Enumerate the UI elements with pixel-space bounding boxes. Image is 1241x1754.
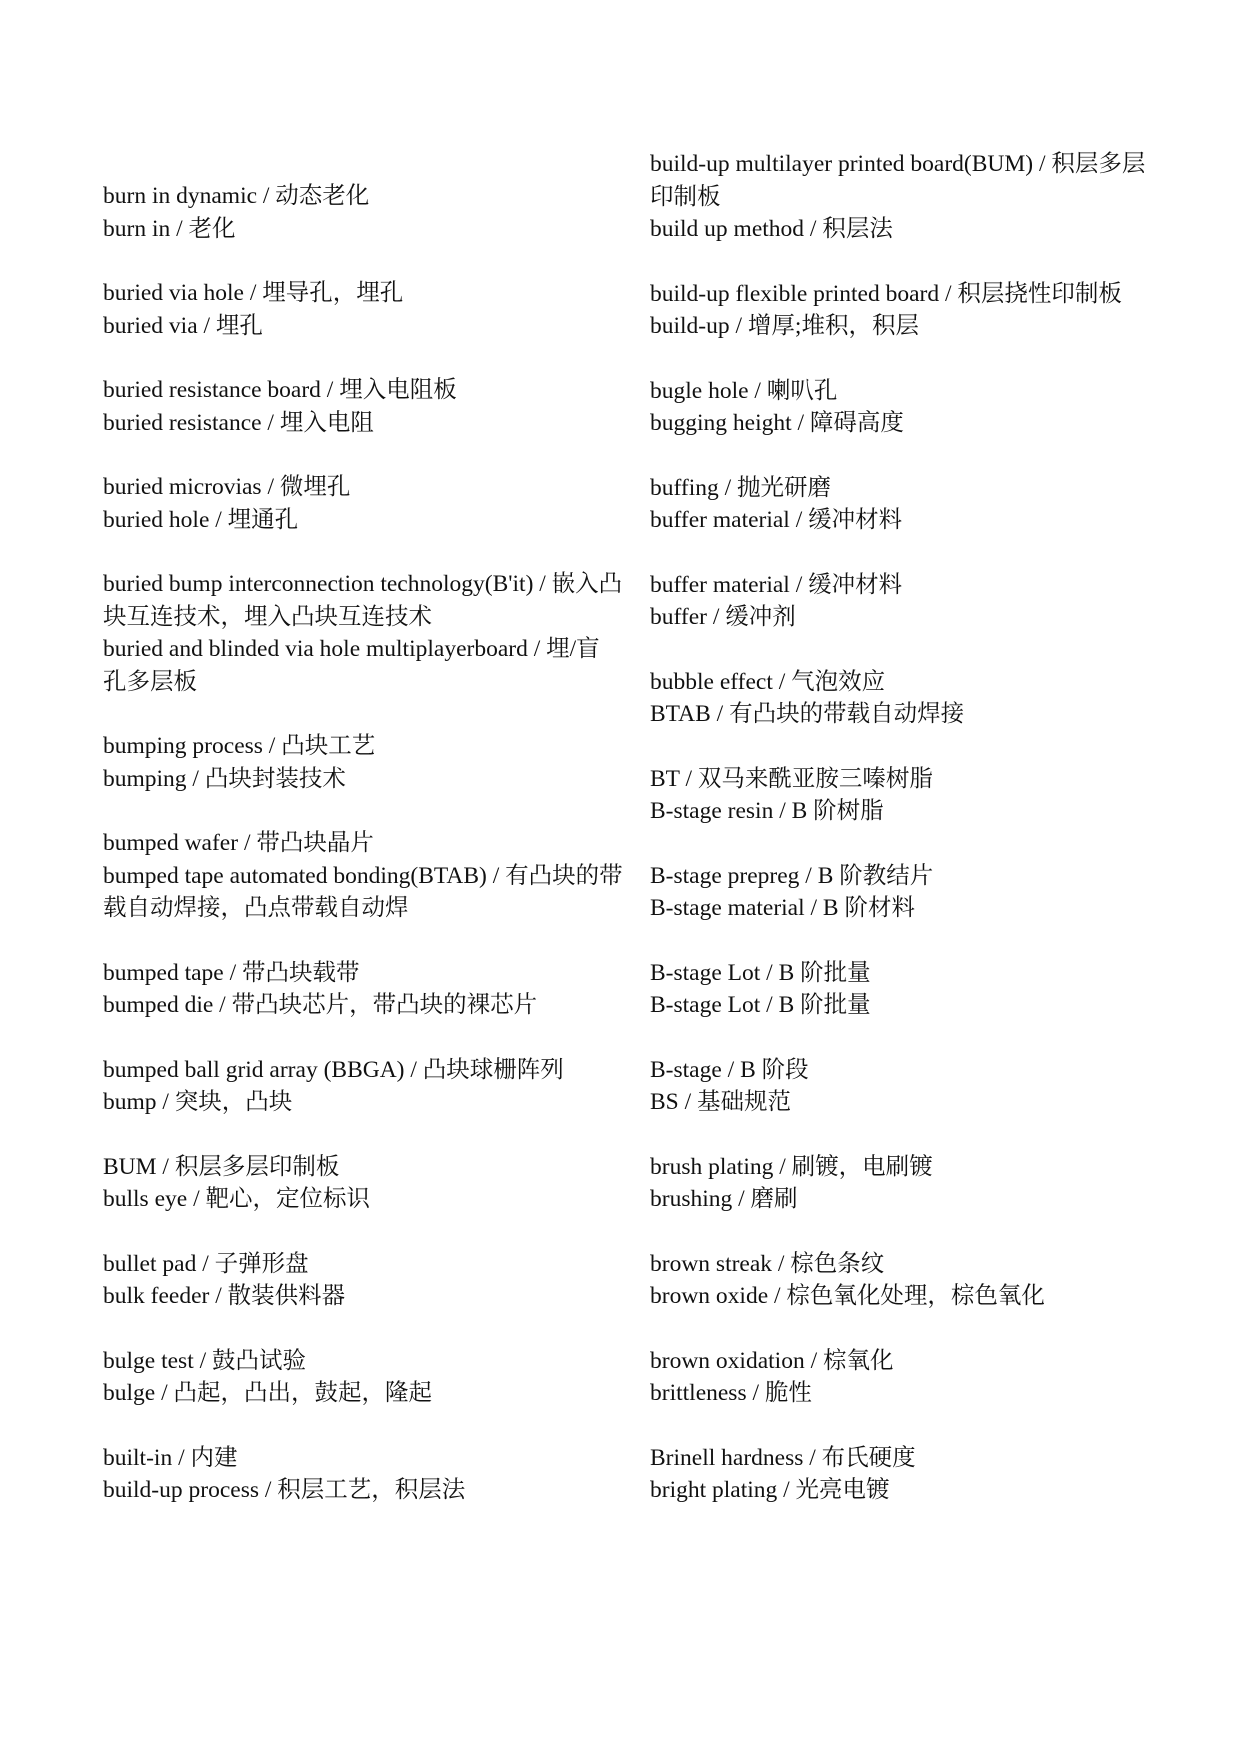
glossary-entry: buffer / 缓冲剂 (650, 604, 796, 630)
glossary-entry: build-up multilayer printed board(BUM) / 积层多层印制板 (650, 151, 1146, 210)
glossary-group (103, 471, 623, 536)
glossary-entry: bubble effect / 气泡效应 (650, 668, 886, 695)
glossary-group (650, 860, 1165, 925)
glossary-entry: built-in / 内建 (103, 1444, 238, 1471)
glossary-entry: bumping process / 凸块工艺 (103, 733, 376, 759)
glossary-entry: bumped wafer / 带凸块晶片 (103, 830, 374, 856)
glossary-entry: bumped tape / 带凸块载带 (103, 959, 360, 986)
glossary-group (103, 374, 623, 439)
glossary-entry: buffer material / 缓冲材料 (650, 507, 903, 533)
glossary-group (650, 375, 1165, 440)
glossary-entry: bump / 突块，凸块 (103, 1089, 293, 1115)
glossary-entry: buffer material / 缓冲材料 (650, 571, 903, 598)
glossary-entry: brown oxide / 棕色氧化处理，棕色氧化 (650, 1283, 1045, 1309)
glossary-entry: bumped ball grid array (BBGA) / 凸块球栅阵列 (103, 1056, 564, 1083)
glossary-entry: buffing / 抛光研磨 (650, 474, 832, 501)
glossary-entry: build up method / 积层法 (650, 216, 893, 242)
glossary-entry: buried bump interconnection technology(B'it) / 嵌入凸块互连技术，埋入凸块互连技术 (103, 571, 623, 630)
glossary-group (103, 180, 623, 245)
glossary-entry: bugle hole / 喇叭孔 (650, 377, 838, 404)
glossary-group (103, 827, 623, 925)
glossary-entry: Brinell hardness / 布氏硬度 (650, 1444, 916, 1471)
glossary-entry: B-stage resin / B 阶树脂 (650, 798, 884, 824)
glossary-group (650, 1442, 1165, 1507)
glossary-entry: buried and blinded via hole multiplayerboard / 埋/盲孔多层板 (103, 636, 600, 695)
glossary-group (650, 472, 1165, 537)
glossary-entry: buried hole / 埋通孔 (103, 506, 299, 533)
glossary-group (650, 148, 1165, 246)
glossary-group (103, 1248, 623, 1313)
glossary-entry: burn in dynamic / 动态老化 (103, 183, 370, 209)
glossary-group (103, 1442, 623, 1507)
glossary-entry: bulge test / 鼓凸试验 (103, 1347, 306, 1374)
glossary-entry: brittleness / 脆性 (650, 1380, 812, 1406)
glossary-group (103, 277, 623, 342)
glossary-entry: build-up / 增厚;堆积，积层 (650, 313, 919, 339)
glossary-group (650, 1248, 1165, 1313)
glossary-entry: B-stage / B 阶段 (650, 1056, 809, 1083)
glossary-entry: brushing / 磨刷 (650, 1186, 798, 1212)
glossary-entry: B-stage Lot / B 阶批量 (650, 959, 871, 986)
glossary-group (650, 569, 1165, 634)
glossary-entry: bumped die / 带凸块芯片，带凸块的裸芯片 (103, 992, 538, 1018)
glossary-entry: build-up flexible printed board / 积层挠性印制板 (650, 280, 1122, 307)
glossary-entry: BTAB / 有凸块的带载自动焊接 (650, 701, 965, 727)
glossary-entry: BT / 双马来酰亚胺三嗪树脂 (650, 765, 933, 792)
glossary-group (103, 568, 623, 698)
glossary-entry: bugging height / 障碍高度 (650, 410, 904, 436)
glossary-entry: brown oxidation / 棕氧化 (650, 1347, 894, 1374)
glossary-entry: bright plating / 光亮电镀 (650, 1477, 890, 1503)
glossary-entry: bulls eye / 靶心，定位标识 (103, 1186, 370, 1212)
glossary-entry: B-stage prepreg / B 阶教结片 (650, 862, 934, 889)
glossary-group (103, 730, 623, 795)
glossary-group (650, 763, 1165, 828)
glossary-group (650, 666, 1165, 731)
glossary-entry: bumped tape automated bonding(BTAB) / 有凸块的带载自动焊接，凸点带载自动焊 (103, 862, 623, 921)
glossary-group (650, 1151, 1165, 1216)
glossary-entry: brown streak / 棕色条纹 (650, 1250, 885, 1277)
glossary-entry: build-up process / 积层工艺，积层法 (103, 1477, 466, 1503)
glossary-entry: bulge / 凸起，凸出，鼓起，隆起 (103, 1380, 432, 1406)
glossary-group (650, 957, 1165, 1022)
right-column (650, 148, 1165, 1539)
glossary-group (103, 1054, 623, 1119)
glossary-entry: bumping / 凸块封装技术 (103, 765, 346, 792)
glossary-entry: bullet pad / 子弹形盘 (103, 1250, 309, 1277)
glossary-entry: burn in / 老化 (103, 215, 236, 242)
glossary-entry: buried via / 埋孔 (103, 312, 263, 339)
glossary-entry: buried resistance board / 埋入电阻板 (103, 377, 457, 403)
glossary-entry: buried via hole / 埋导孔，埋孔 (103, 280, 404, 306)
glossary-entry: BS / 基础规范 (650, 1089, 792, 1115)
glossary-group (650, 1054, 1165, 1119)
glossary-entry: buried resistance / 埋入电阻 (103, 409, 374, 436)
glossary-entry: B-stage Lot / B 阶批量 (650, 992, 871, 1018)
glossary-group (650, 1345, 1165, 1410)
glossary-group (103, 1345, 623, 1410)
glossary-group (103, 1151, 623, 1216)
glossary-group (650, 278, 1165, 343)
glossary-entry: B-stage material / B 阶材料 (650, 895, 915, 921)
glossary-entry: buried microvias / 微埋孔 (103, 474, 351, 500)
glossary-entry: bulk feeder / 散装供料器 (103, 1283, 346, 1309)
glossary-entry: BUM / 积层多层印制板 (103, 1153, 340, 1180)
glossary-entry: brush plating / 刷镀，电刷镀 (650, 1153, 933, 1180)
glossary-group (103, 957, 623, 1022)
left-column (103, 180, 623, 1539)
